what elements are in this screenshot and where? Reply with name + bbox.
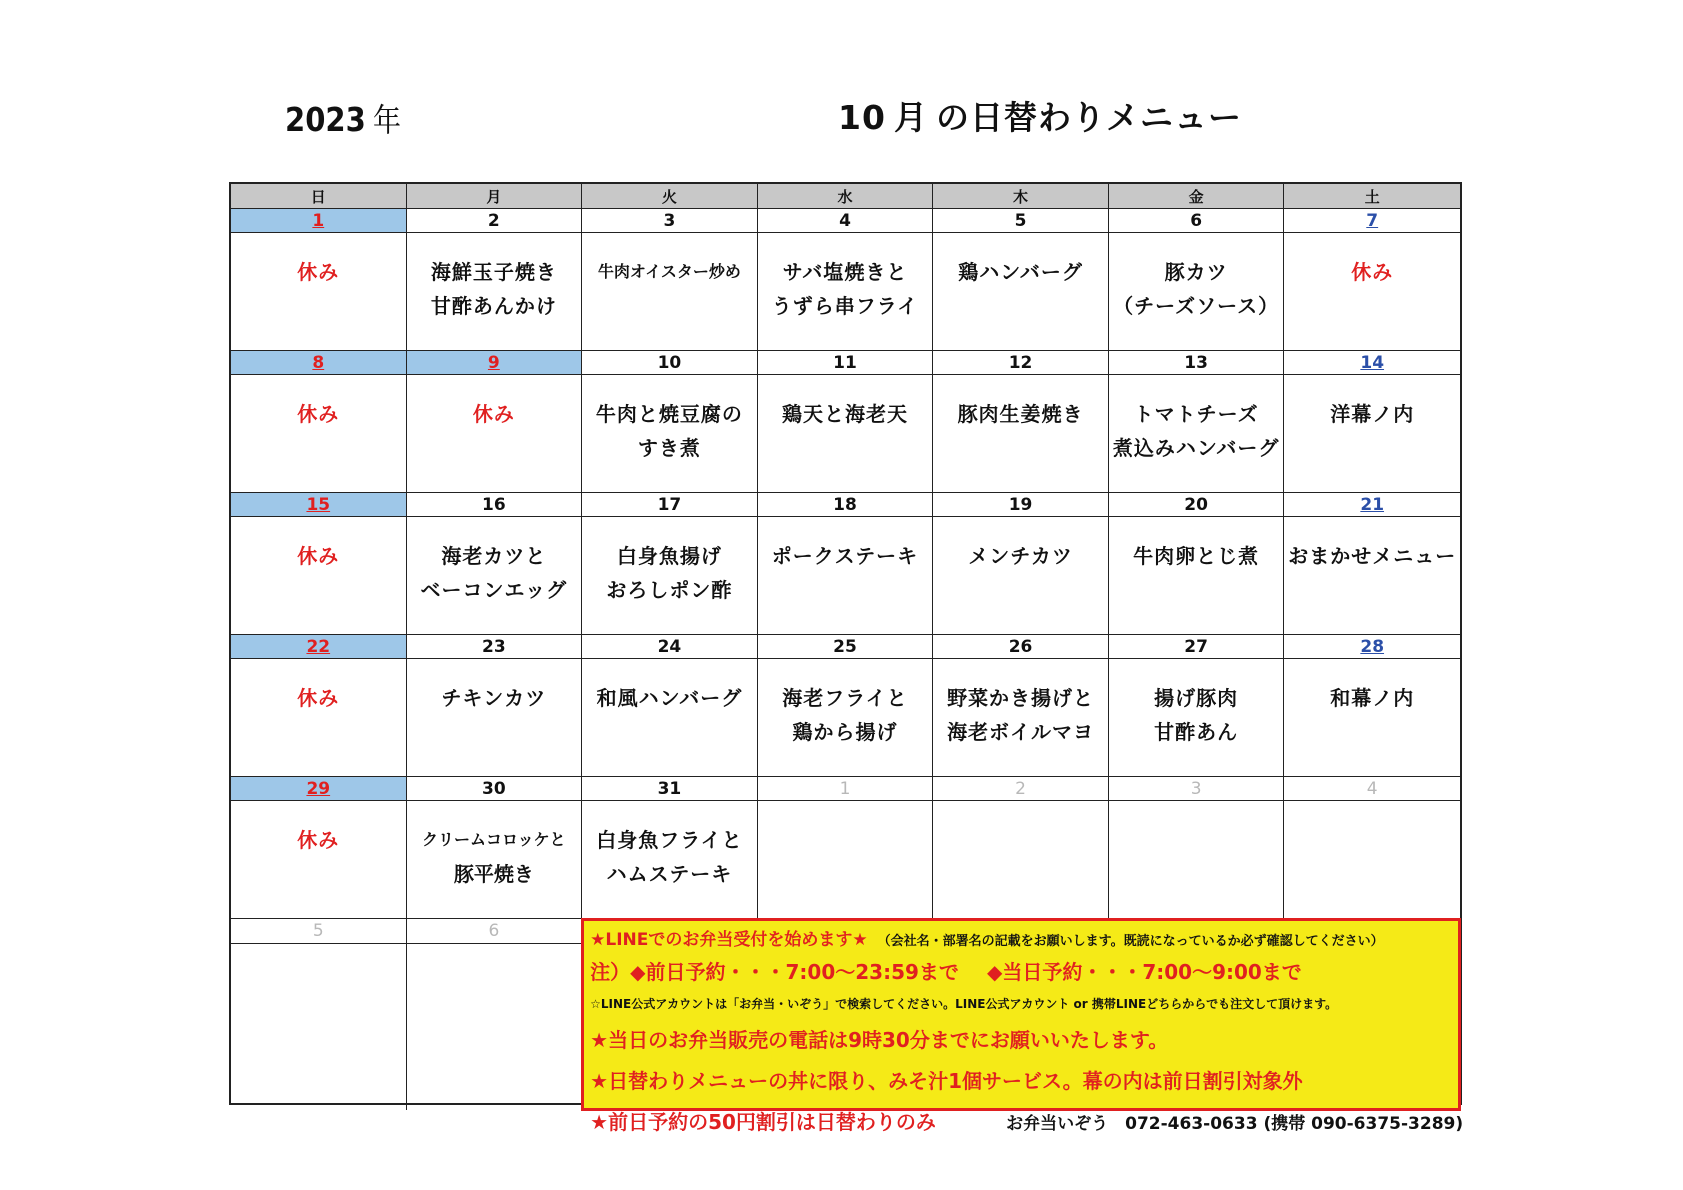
menu-cell	[933, 517, 1109, 635]
menu-cell	[933, 233, 1109, 351]
menu-line: 野菜かき揚げと	[947, 686, 1095, 710]
menu-cell	[1109, 375, 1285, 493]
menu-cell	[1284, 233, 1460, 351]
menu-line: 海老ボイルマヨ	[947, 720, 1095, 744]
menu-line: 牛肉卵とじ煮	[1133, 544, 1260, 568]
title-suffix: の日替わりメニュー	[935, 98, 1242, 137]
notice-discount-row	[590, 1106, 1464, 1135]
menu-line: 甘酢あんかけ	[430, 294, 557, 318]
menu-cell	[407, 233, 583, 351]
date-cell: 24	[582, 635, 758, 659]
menu-cell	[758, 659, 934, 777]
menu-line: トマトチーズ	[1133, 402, 1259, 426]
menu-line: 海老カツと	[441, 544, 547, 568]
menu-line: 休み	[297, 544, 340, 568]
date-cell: 17	[582, 493, 758, 517]
menu-line: サバ塩焼きと	[782, 260, 908, 284]
menu-line: 牛肉と焼豆腐の	[595, 402, 743, 426]
menu-cell	[582, 801, 758, 919]
menu-line: 休み	[297, 828, 340, 852]
weekday-header-fri: 金	[1109, 184, 1285, 209]
menu-line: 和幕ノ内	[1330, 686, 1415, 710]
menu-line: 白身魚フライと	[596, 828, 743, 852]
notice-line-title	[590, 925, 1452, 950]
date-cell: 15	[231, 493, 407, 517]
menu-line: 休み	[1351, 260, 1394, 284]
menu-cell	[407, 659, 583, 777]
year-title	[285, 95, 401, 141]
date-cell: 11	[758, 351, 934, 375]
date-cell: 3	[1109, 777, 1285, 801]
menu-cell	[933, 375, 1109, 493]
menu-cell	[231, 233, 407, 351]
date-cell: 12	[933, 351, 1109, 375]
date-cell: 30	[407, 777, 583, 801]
weekday-header-sun: 日	[231, 184, 407, 209]
date-cell: 29	[231, 777, 407, 801]
notice-phone-deadline: ★当日のお弁当販売の電話は9時30分までにお願いいたします。	[590, 1028, 1169, 1052]
notice-reservation-hours	[590, 956, 1452, 985]
menu-line: 休み	[297, 686, 340, 710]
menu-cell	[231, 659, 407, 777]
same-day-reservation: ◆当日予約・・・7:00～9:00まで	[986, 960, 1302, 984]
menu-cell	[758, 375, 934, 493]
menu-line: 白身魚揚げ	[616, 544, 722, 568]
date-cell: 20	[1109, 493, 1285, 517]
line-order-subtitle: （会社名・部署名の記載をお願いします。既読になっているか必ず確認してください）	[877, 934, 1384, 949]
menu-line: ハムステーキ	[606, 862, 733, 886]
date-cell: 31	[582, 777, 758, 801]
notice-miso-service: ★日替わりメニューの丼に限り、みそ汁1個サービス。幕の内は前日割引対象外	[590, 1069, 1303, 1093]
menu-line: すき煮	[637, 436, 701, 460]
date-cell: 14	[1284, 351, 1460, 375]
menu-line: 牛肉オイスター炒め	[597, 262, 741, 281]
menu-cell-empty	[758, 801, 934, 919]
prev-day-reservation: 注）◆前日予約・・・7:00～23:59まで	[590, 960, 959, 984]
menu-cell	[582, 517, 758, 635]
menu-line: 鶏天と海老天	[781, 402, 908, 426]
menu-line: 鶏ハンバーグ	[958, 260, 1083, 284]
date-cell: 10	[582, 351, 758, 375]
date-cell: 22	[231, 635, 407, 659]
menu-line: 休み	[297, 402, 340, 426]
date-cell: 5	[933, 209, 1109, 233]
date-cell: 7	[1284, 209, 1460, 233]
menu-line: おろしポン酢	[606, 578, 733, 602]
date-cell: 16	[407, 493, 583, 517]
menu-cell	[1109, 233, 1285, 351]
menu-line: メンチカツ	[968, 544, 1073, 568]
menu-line: おまかせメニュー	[1288, 544, 1457, 568]
date-cell: 18	[758, 493, 934, 517]
menu-line: （チーズソース）	[1113, 294, 1280, 318]
menu-line: 和風ハンバーグ	[596, 686, 743, 710]
menu-line: 海老フライと	[782, 686, 908, 710]
menu-line: 洋幕ノ内	[1330, 402, 1415, 426]
menu-cell	[1109, 517, 1285, 635]
menu-cell	[407, 375, 583, 493]
menu-line: 休み	[297, 260, 340, 284]
year-number: 2023	[285, 100, 366, 139]
menu-cell	[1284, 659, 1460, 777]
menu-line: 海鮮玉子焼き	[430, 260, 557, 284]
date-cell: 27	[1109, 635, 1285, 659]
menu-line: 豚肉生姜焼き	[957, 402, 1084, 426]
menu-cell	[758, 233, 934, 351]
menu-cell	[407, 801, 583, 919]
weekday-header-wed: 水	[758, 184, 934, 209]
menu-line: チキンカツ	[441, 686, 547, 710]
month-unit: 月	[893, 98, 928, 137]
menu-line: 甘酢あん	[1154, 720, 1239, 744]
menu-line: 煮込みハンバーグ	[1112, 436, 1280, 460]
menu-line: 豚カツ	[1164, 260, 1228, 284]
page-title	[838, 92, 1242, 139]
date-cell: 25	[758, 635, 934, 659]
menu-cell	[231, 801, 407, 919]
weekday-header-mon: 月	[407, 184, 583, 209]
empty-cell	[407, 944, 583, 1110]
date-cell: 1	[758, 777, 934, 801]
date-cell: 3	[582, 209, 758, 233]
menu-cell	[1109, 659, 1285, 777]
weekday-header-sat: 土	[1284, 184, 1460, 209]
menu-cell	[582, 375, 758, 493]
date-cell: 28	[1284, 635, 1460, 659]
date-cell: 13	[1109, 351, 1285, 375]
menu-cell	[231, 517, 407, 635]
menu-cell	[582, 233, 758, 351]
date-cell: 4	[1284, 777, 1460, 801]
year-unit: 年	[372, 101, 402, 139]
date-cell: 23	[407, 635, 583, 659]
menu-cell	[933, 659, 1109, 777]
month-number: 10	[838, 98, 886, 137]
menu-line: ポークステーキ	[771, 544, 919, 568]
menu-line: 揚げ豚肉	[1154, 686, 1239, 710]
menu-line: うずら串フライ	[771, 294, 919, 318]
empty-cell	[231, 944, 407, 1110]
menu-cell-empty	[1284, 801, 1460, 919]
date-cell: 26	[933, 635, 1109, 659]
menu-line: 鶏から揚げ	[792, 720, 898, 744]
menu-cell	[758, 517, 934, 635]
menu-line: 休み	[472, 402, 515, 426]
discount-note: ★前日予約の50円割引は日替わりのみ	[590, 1110, 936, 1134]
weekday-header-thu: 木	[933, 184, 1109, 209]
menu-cell-empty	[933, 801, 1109, 919]
date-cell: 2	[933, 777, 1109, 801]
notice-box	[581, 918, 1464, 1134]
weekday-header-tue: 火	[582, 184, 758, 209]
date-cell: 2	[407, 209, 583, 233]
menu-cell	[407, 517, 583, 635]
date-cell: 4	[758, 209, 934, 233]
date-cell: 21	[1284, 493, 1460, 517]
shop-contact: お弁当いぞう 072-463-0633 (携帯 090-6375-3289)	[1006, 1114, 1464, 1134]
date-cell: 9	[407, 351, 583, 375]
date-cell: 6	[407, 919, 583, 944]
date-cell: 1	[231, 209, 407, 233]
date-cell: 19	[933, 493, 1109, 517]
date-cell: 5	[231, 919, 407, 944]
menu-cell	[231, 375, 407, 493]
menu-cell	[582, 659, 758, 777]
notice-line-account: ☆LINE公式アカウントは「お弁当・いぞう」で検索してください。LINE公式アカウント or 携帯LINEどちらからでも注文して頂けます。	[590, 997, 1338, 1011]
menu-line: 豚平焼き	[453, 862, 534, 886]
date-cell: 6	[1109, 209, 1285, 233]
menu-line: ベーコンエッグ	[420, 578, 568, 602]
menu-cell-empty	[1109, 801, 1285, 919]
menu-calendar	[229, 182, 1464, 1134]
date-cell: 8	[231, 351, 407, 375]
line-order-title: ★LINEでのお弁当受付を始めます★	[590, 930, 868, 950]
menu-cell	[1284, 517, 1460, 635]
menu-line: クリームコロッケと	[422, 830, 566, 849]
menu-cell	[1284, 375, 1460, 493]
